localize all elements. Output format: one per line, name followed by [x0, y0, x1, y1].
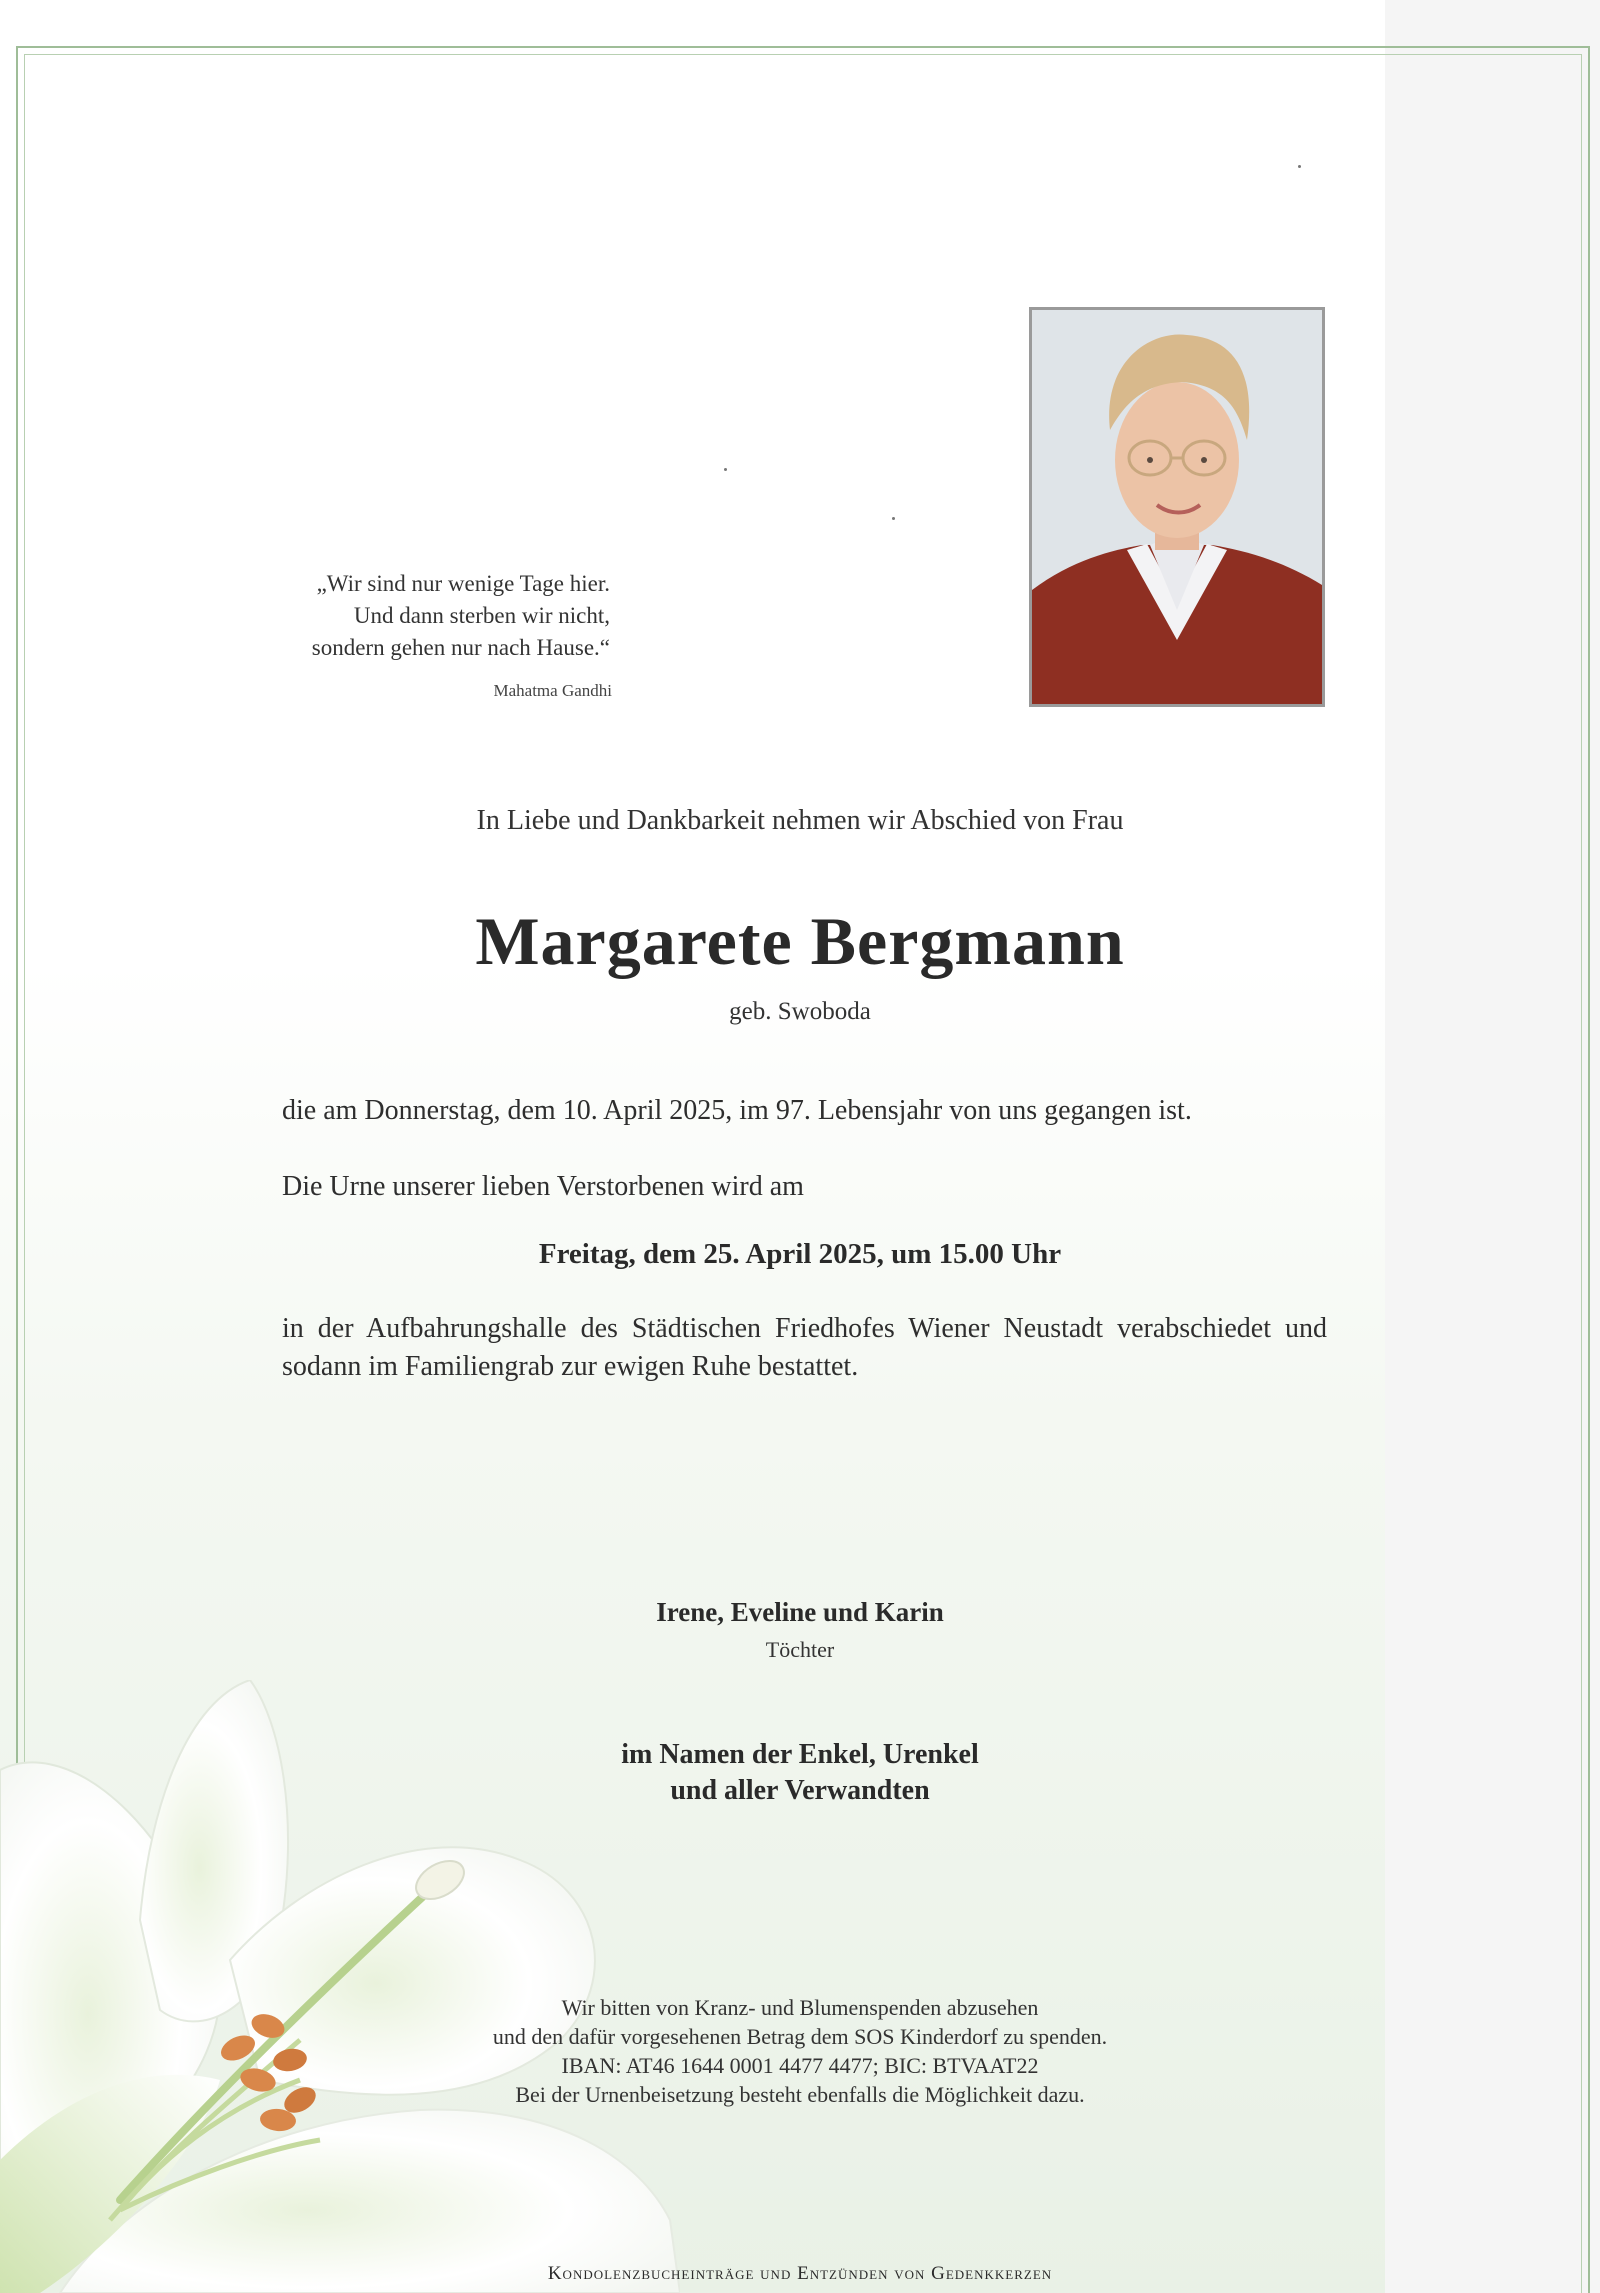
family-mourners: [0, 1737, 1600, 1809]
donation-line: und den dafür vorgesehenen Betrag dem SOS Kinderdorf zu spenden.: [492, 2024, 1108, 2049]
intro-text: In Liebe und Dankbarkeit nehmen wir Abschied von Frau: [476, 805, 1124, 836]
deceased-name: Margarete Bergmann: [475, 903, 1125, 979]
passing-text: die am Donnerstag, dem 10. April 2025, im 97. Lebensjahr von uns gegangen ist.: [282, 1095, 1192, 1126]
family-line: im Namen der Enkel, Urenkel: [621, 1739, 979, 1770]
donation-line-iban: IBAN: AT46 1644 0001 4477 4477; BIC: BTVAAT22: [561, 2053, 1039, 2078]
maiden-name: geb. Swoboda: [729, 998, 871, 1025]
donation-line: Wir bitten von Kranz- und Blumenspenden abzusehen: [561, 1995, 1039, 2020]
quote-line: Und dann sterben wir nicht,: [353, 603, 610, 628]
donation-line: Bei der Urnenbeisetzung besteht ebenfalls die Möglichkeit dazu.: [515, 2082, 1085, 2107]
quote-line: sondern gehen nur nach Hause.“: [311, 635, 610, 660]
daughters-names: Irene, Eveline und Karin: [656, 1597, 944, 1627]
ceremony-date: Freitag, dem 25. April 2025, um 15.00 Uhr: [538, 1238, 1062, 1270]
daughters-role: Töchter: [765, 1637, 835, 1662]
condolence-link[interactable]: Kondolenzbucheinträge und Entzünden von Gedenkkerzen: [547, 2263, 1053, 2284]
scan-speck: [892, 517, 895, 520]
quote: [250, 568, 610, 664]
location-text: in der Aufbahrungshalle des Städtischen Friedhofes Wiener Neustadt verabschiedet und sodann im Familiengrab zur ewigen Ruhe bestattet.: [282, 1313, 1327, 1382]
scan-speck: [1298, 165, 1301, 168]
quote-author: Mahatma Gandhi: [493, 681, 612, 700]
donation-request: [0, 1993, 1600, 2109]
urn-text: Die Urne unserer lieben Verstorbenen wird am: [282, 1171, 804, 1202]
scan-speck: [724, 468, 727, 471]
family-line: und aller Verwandten: [670, 1775, 930, 1806]
portrait-photo: [1029, 307, 1325, 707]
quote-line: „Wir sind nur wenige Tage hier.: [316, 571, 610, 596]
